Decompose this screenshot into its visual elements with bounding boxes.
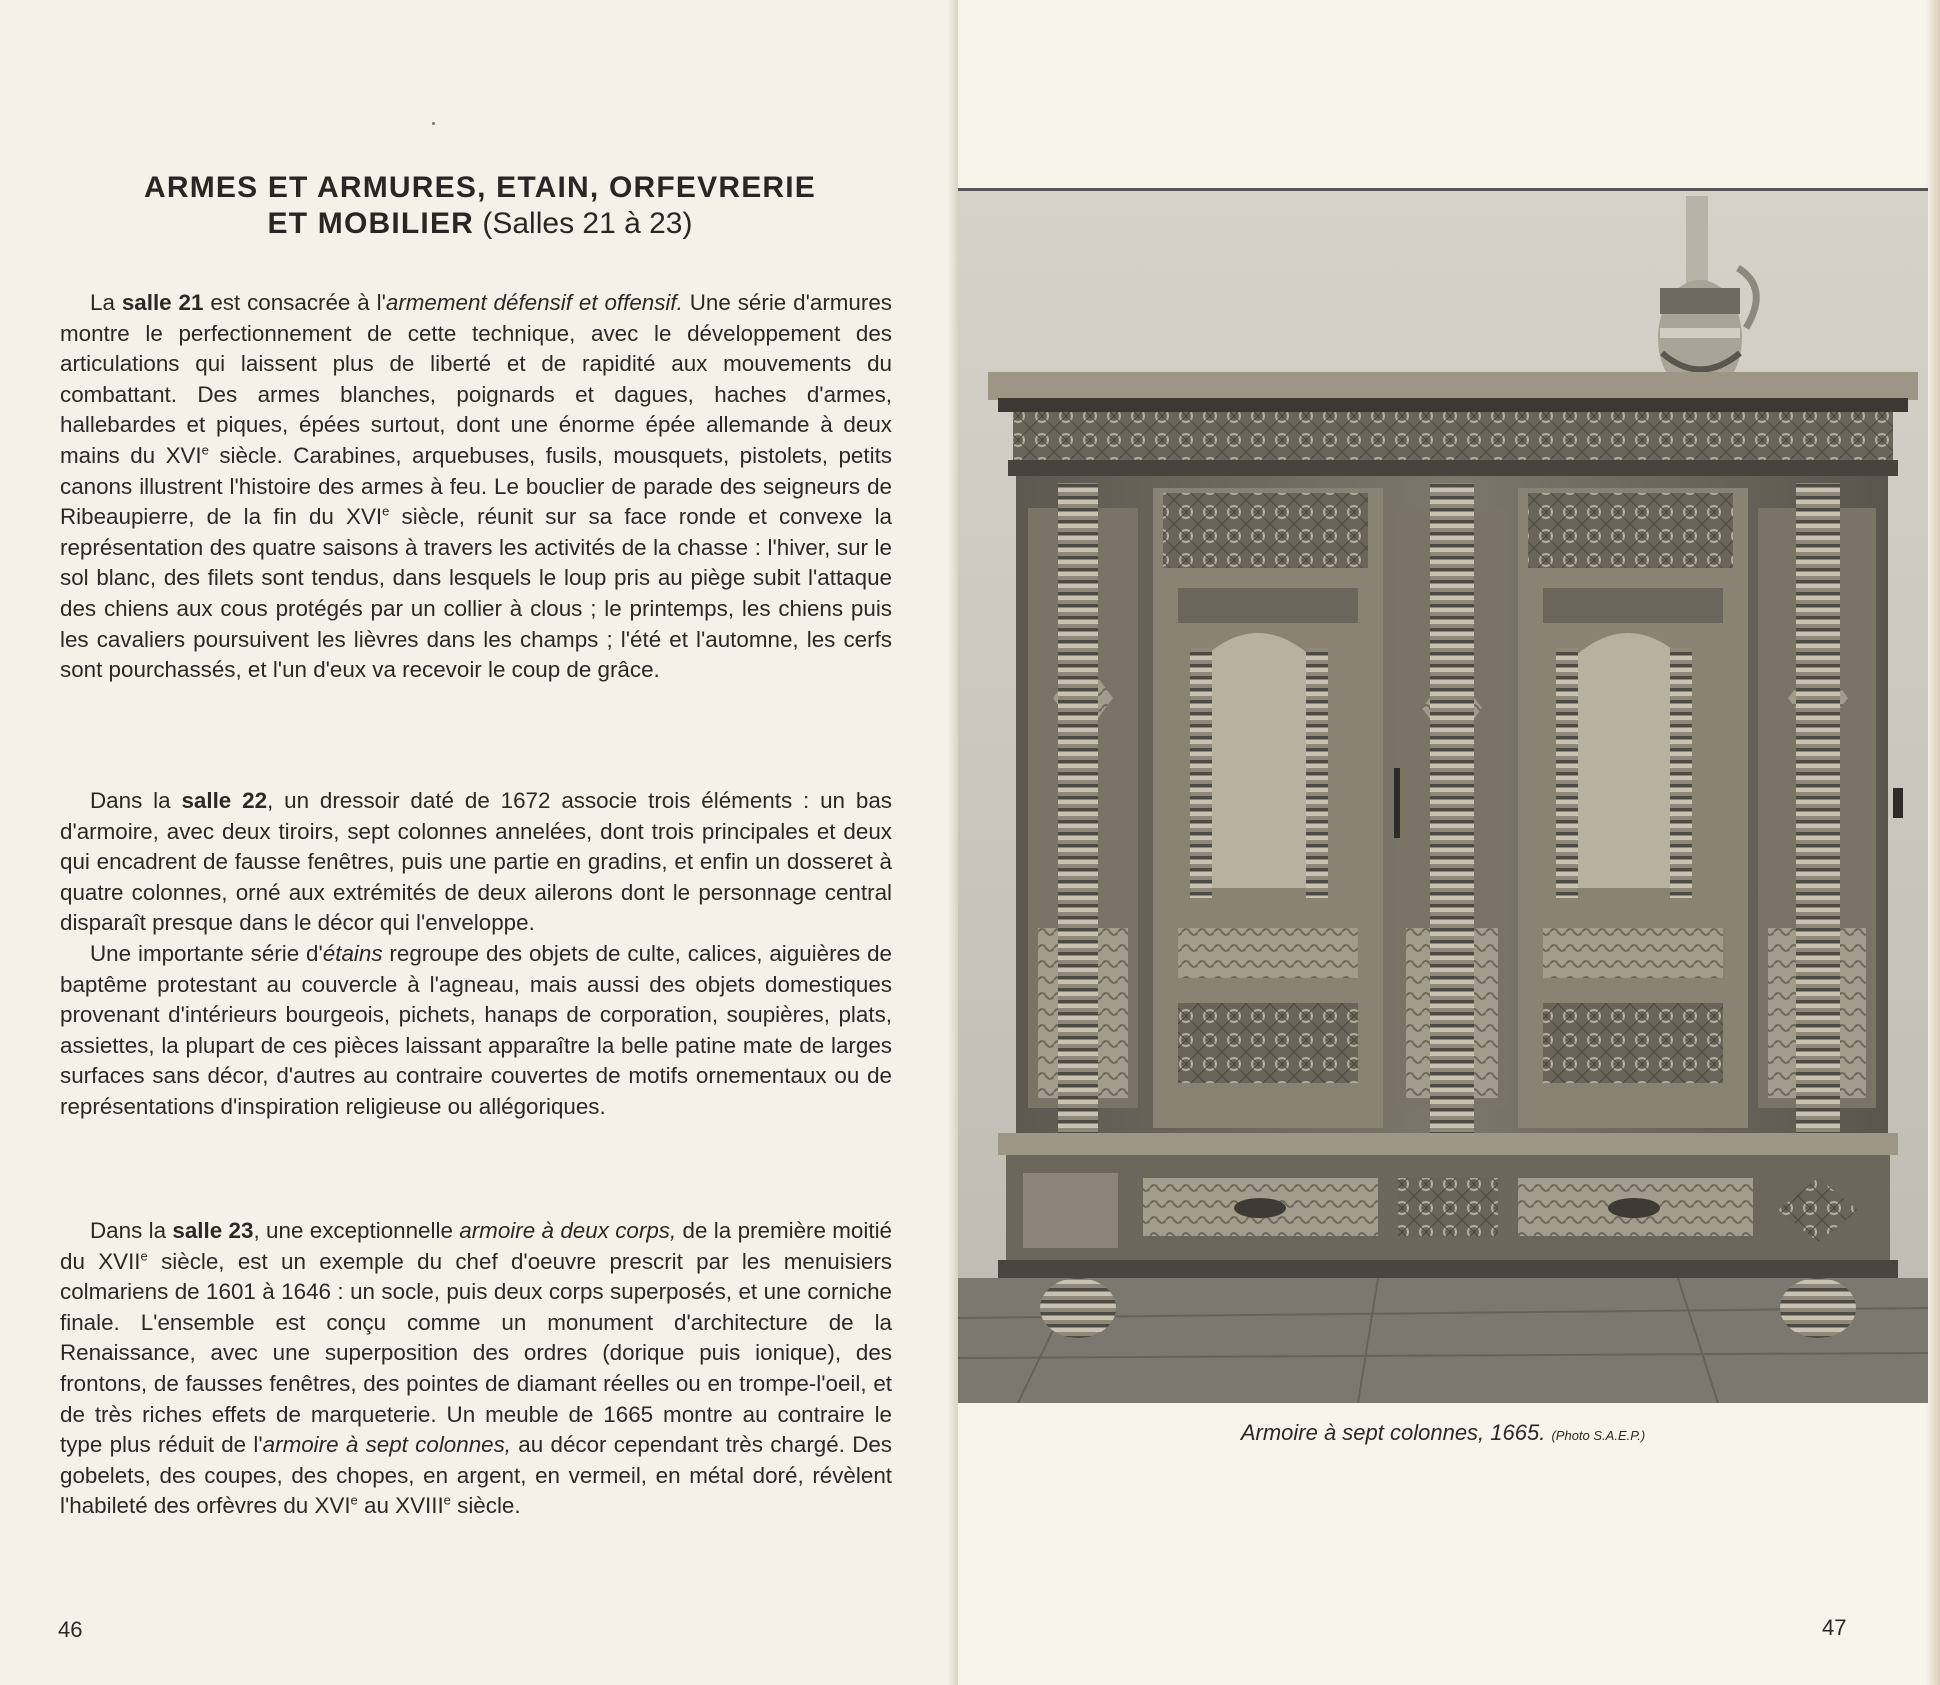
armement-emphasis: armement défensif et offensif. [385,290,683,315]
page-edge [1926,0,1940,1685]
armoire-photograph [958,188,1928,1403]
page-number-left: 46 [58,1617,83,1642]
salle-21-label: salle 21 [121,290,204,315]
photo-caption [958,1420,1928,1446]
paragraph-salle-21: La salle 21 est consacrée à l'armement défensif et offensif. Une série d'armures montre le perfectionnement de cette technique, avec le développement des articulations qui laissent plus de liberté et de rapidité aux mouvements du combattant. Des armes blanches, poignards et dagues, haches d'armes, hallebardes et piques, épées surtout, dont une énorme épée allemande à deux mains du XVIe siècle. Carabines, arquebuses, fusils, mousquets, pistolets, petits canons illustrent l'histoire des armes à feu. Le bouclier de parade des seigneurs de Ribeaupierre, de la fin du XVIe siècle, réunit sur sa face ronde et convexe la représentation des quatre saisons à travers les activités de la chasse : l'hiver, sur le sol blanc, des filets sont tendus, dans lesquels le loup pris au piège subit l'attaque des chiens aux cous protégés par un collier à clous ; le printemps, les chiens puis les cavaliers poursuivent les lièvres dans les champs ; l'été et l'automne, les cerfs sont pourchassés, et l'un d'eux va recevoir le coup de grâce. [60,290,893,683]
title-line-2-bold: ET MOBILIER [267,207,475,240]
salle-23-label: salle 23 [172,1218,254,1243]
left-page [0,0,958,1685]
page-number-right: 47 [1822,1615,1847,1640]
paragraph-salle-22: Dans la salle 22, un dressoir daté de 1672 associe trois éléments : un bas d'armoire, avec deux tiroirs, sept colonnes annelées, dont trois principales et deux qui encadrent de fausse fenêtres, puis une partie en gradins, et enfin un dosseret à quatre colonnes, orné aux extrémités de deux ailerons dont le personnage central disparaît presque dans le décor qui l'enveloppe. Une importante série d'étains regroupe des objets de culte, calices, aiguières de baptême protestant au couvercle à l'agneau, mais aussi des objets domestiques provenant d'intérieurs bourgeois, pichets, hanaps de corporation, soupières, plats, assiettes, la plupart de ces pièces laissant apparaître la belle patine mate de larges surfaces sans décor, d'autres au contraire couvertes de motifs ornementaux ou de représentations d'inspiration religieuse ou allégoriques. [60,786,892,1123]
salle-22-label: salle 22 [181,788,268,813]
title-line-2-rooms: (Salles 21 à 23) [474,207,693,240]
speck [432,122,435,125]
caption-title: Armoire à sept colonnes, 1665. [1240,1420,1546,1445]
section-title [60,170,900,242]
armoire-deux-corps-emphasis: armoire à deux corps, [459,1218,677,1243]
etains-emphasis: étains [322,940,383,966]
paragraph-salle-23: Dans la salle 23, une exceptionnelle armoire à deux corps, de la première moitié du XVIIe siècle, est un exemple du chef d'oeuvre prescrit par les menuisiers colmariens de 1601 à 1646 : un socle, puis deux corps superposés, et une corniche finale. L'ensemble est conçu comme un monument d'architecture de la Renaissance, avec une superposition des ordres (dorique puis ionique), des frontons, de fausses fenêtres, des pointes de diamant réelles ou en trompe-l'oeil, et de très riches effets de marqueterie. Un meuble de 1665 montre au contraire le type plus réduit de l'armoire à sept colonnes, au décor cependant très chargé. Des gobelets, des coupes, des chopes, en argent, en vermeil, en métal doré, révèlent l'habileté des orfèvres du XVIe au XVIIIe siècle. [60,1218,893,1519]
title-line-1: ARMES ET ARMURES, ETAIN, ORFEVRERIE [143,171,817,204]
armoire-sept-colonnes-emphasis: armoire à sept colonnes, [262,1432,512,1458]
paragraph-etains: Une importante série d'étains regroupe des objets de culte, calices, aiguières de baptême protestant au couvercle à l'agneau, mais aussi des objets domestiques provenant d'intérieurs bourgeois, pichets, hanaps de corporation, soupières, plats, assiettes, la plupart de ces pièces laissant apparaître la belle patine mate de larges surfaces sans décor, d'autres au contraire couvertes de motifs ornementaux ou de représentations d'inspiration religieuse ou allégoriques. [60,940,892,1119]
title-line-2 [60,206,900,242]
armoire-illustration [958,188,1928,1403]
caption-credit: (Photo S.A.E.P.) [1551,1428,1646,1443]
